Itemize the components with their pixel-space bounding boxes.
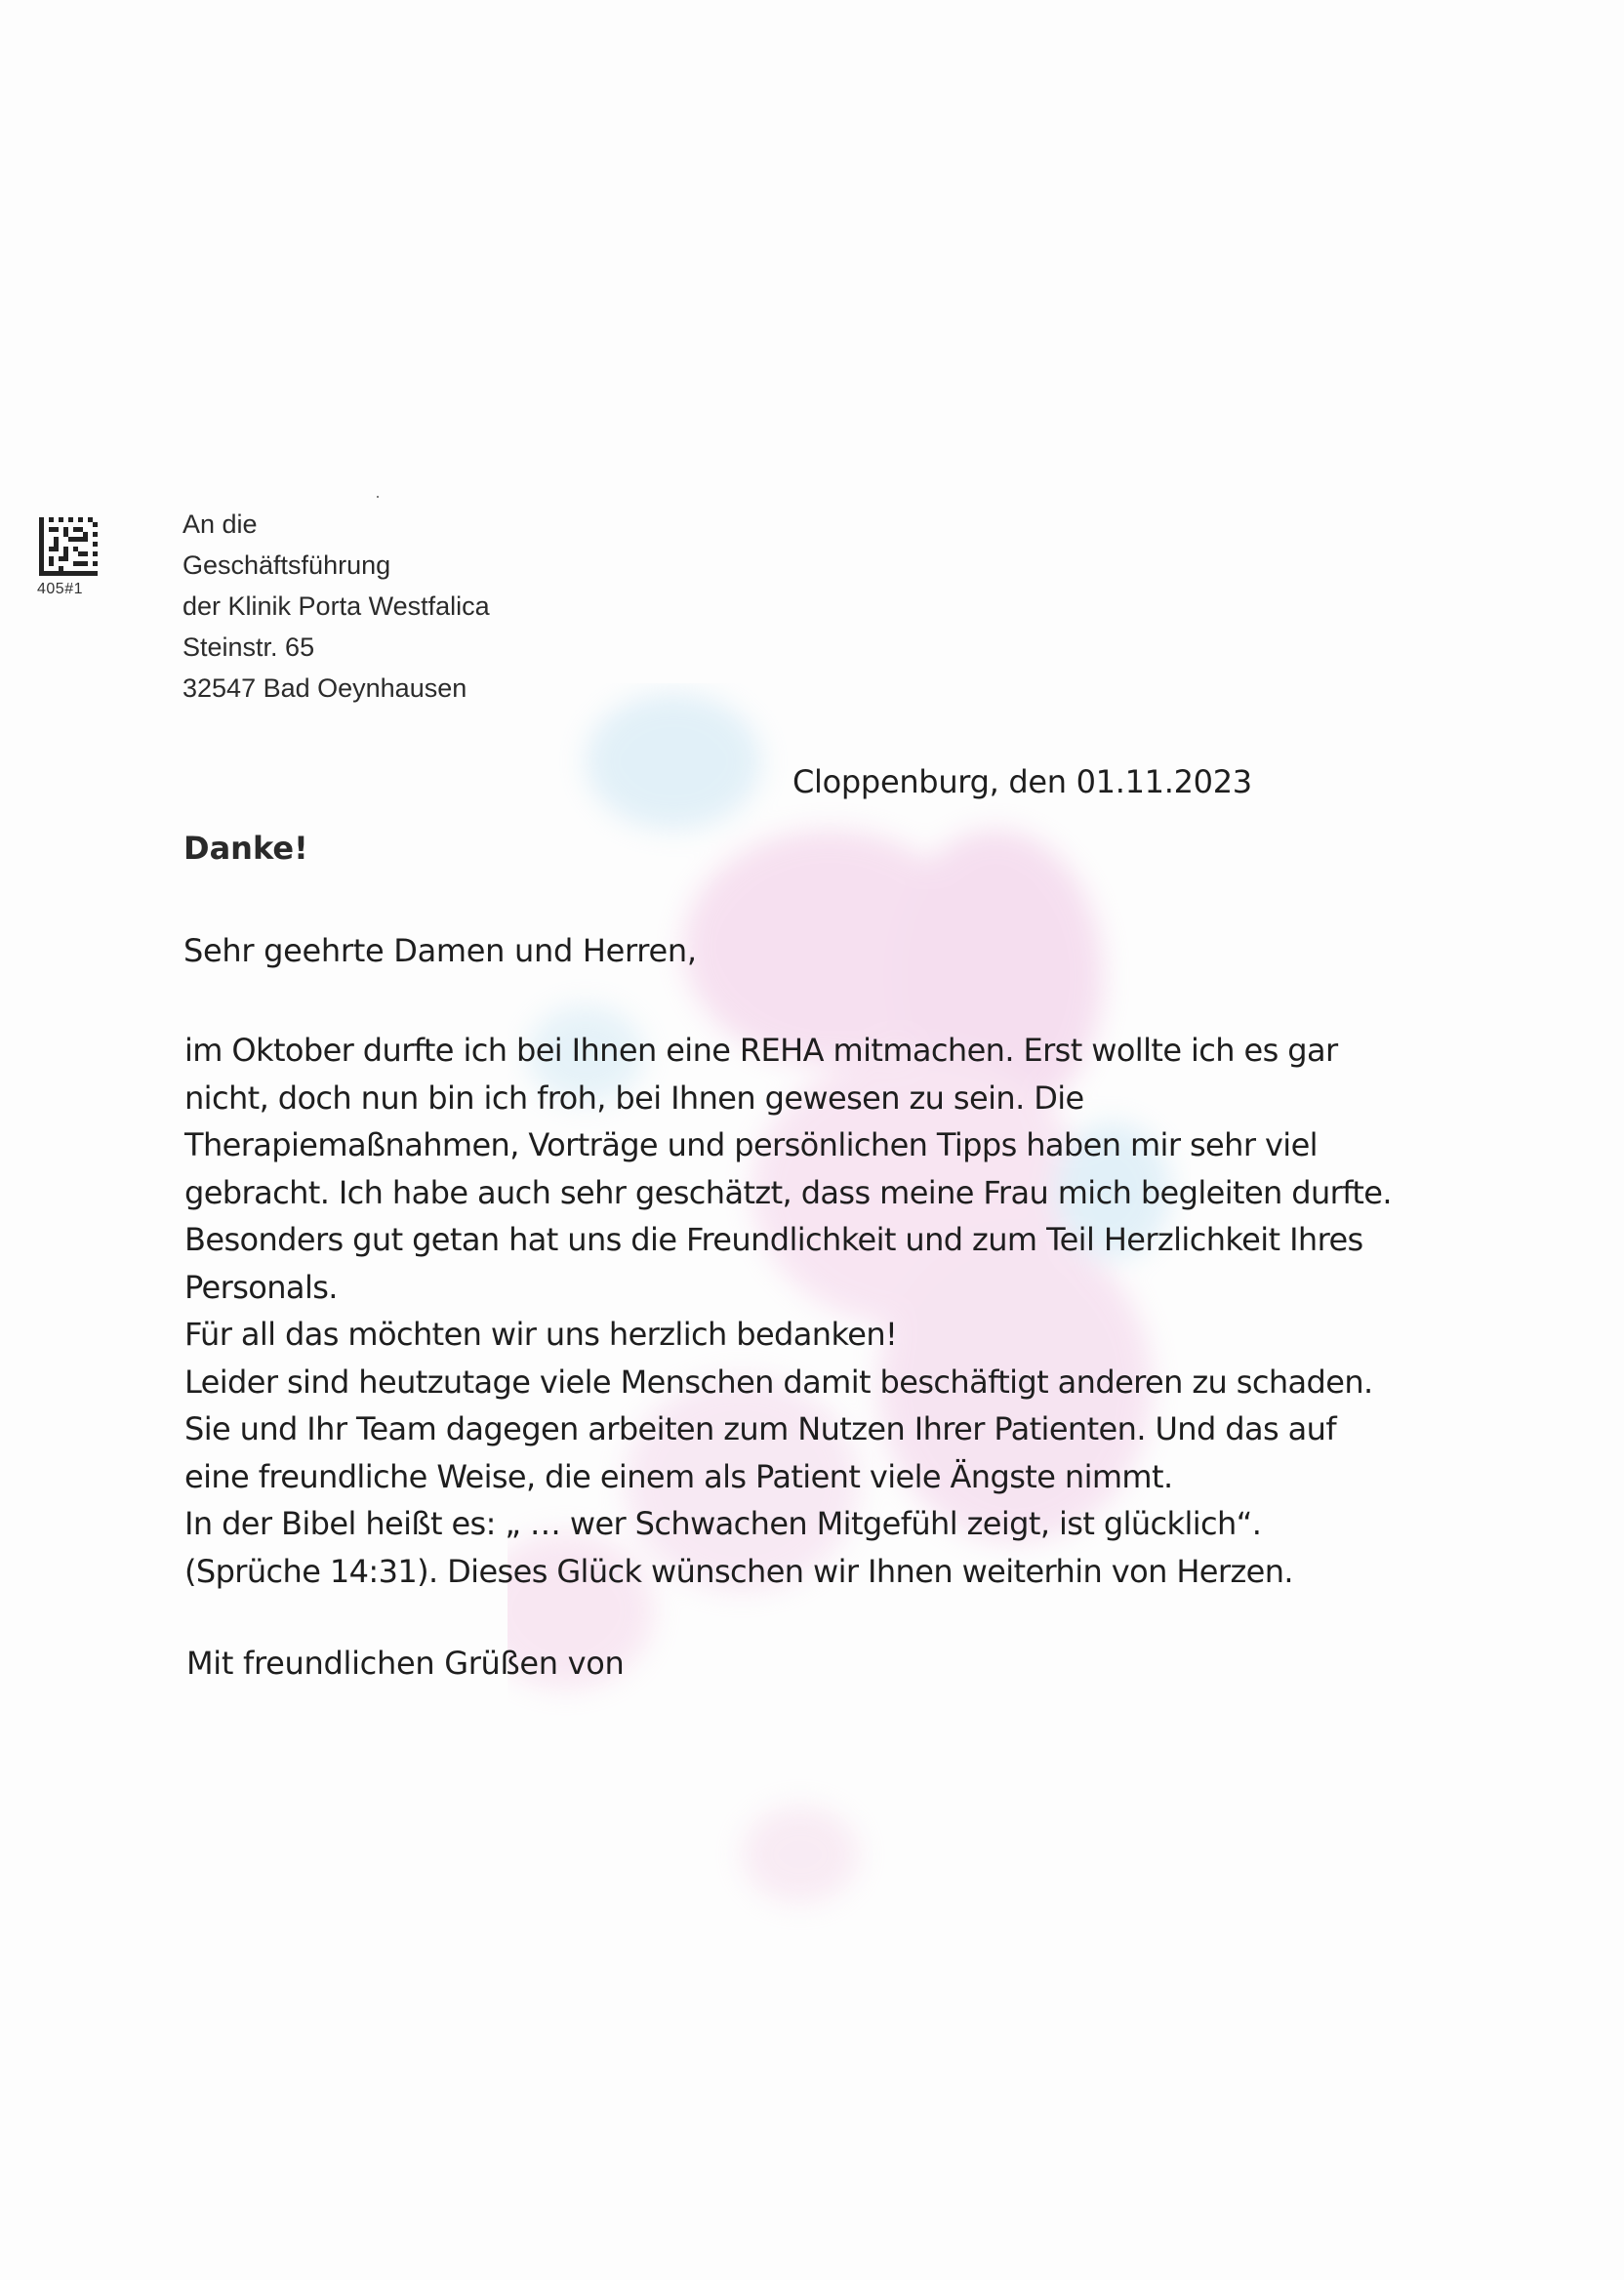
recipient-line: Geschäftsführung bbox=[183, 550, 391, 580]
barcode-label: 405#1 bbox=[37, 581, 83, 597]
body-line: (Sprüche 14:31). Dieses Glück wünschen wir Ihnen weiterhin von Herzen. bbox=[184, 1552, 1293, 1590]
letter-subject: Danke! bbox=[183, 830, 308, 867]
recipient-line: Steinstr. 65 bbox=[183, 632, 315, 662]
letter-body bbox=[184, 1027, 1453, 1595]
body-line: gebracht. Ich habe auch sehr geschätzt, dass meine Frau mich begleiten durfte. bbox=[184, 1173, 1392, 1211]
closing-phrase: Mit freundlichen Grüßen von bbox=[186, 1645, 625, 1682]
body-line: eine freundliche Weise, die einem als Patient viele Ängste nimmt. bbox=[184, 1457, 1173, 1495]
recipient-address bbox=[183, 504, 490, 709]
place-and-date: Cloppenburg, den 01.11.2023 bbox=[792, 763, 1252, 800]
recipient-line: der Klinik Porta Westfalica bbox=[183, 591, 490, 621]
recipient-line: 32547 Bad Oeynhausen bbox=[183, 673, 467, 703]
stray-dot bbox=[377, 496, 379, 498]
body-line: Für all das möchten wir uns herzlich bedanken! bbox=[184, 1316, 898, 1353]
body-line: nicht, doch nun bin ich froh, bei Ihnen gewesen zu sein. Die bbox=[184, 1079, 1084, 1117]
body-line: Personals. bbox=[184, 1268, 338, 1306]
body-line: Besonders gut getan hat uns die Freundlichkeit und zum Teil Herzlichkeit Ihres bbox=[184, 1221, 1363, 1258]
body-line: In der Bibel heißt es: „ … wer Schwachen Mitgefühl zeigt, ist glücklich“. bbox=[184, 1505, 1262, 1542]
body-line: im Oktober durfte ich bei Ihnen eine REHA mitmachen. Erst wollte ich es gar bbox=[184, 1032, 1338, 1069]
body-line: Therapiemaßnahmen, Vorträge und persönlichen Tipps haben mir sehr viel bbox=[184, 1126, 1318, 1163]
salutation: Sehr geehrte Damen und Herren, bbox=[183, 932, 697, 969]
recipient-line: An die bbox=[183, 509, 258, 539]
body-line: Leider sind heutzutage viele Menschen damit beschäftigt anderen zu schaden. bbox=[184, 1363, 1373, 1401]
datamatrix-code bbox=[39, 517, 98, 576]
body-line: Sie und Ihr Team dagegen arbeiten zum Nutzen Ihrer Patienten. Und das auf bbox=[184, 1410, 1336, 1447]
